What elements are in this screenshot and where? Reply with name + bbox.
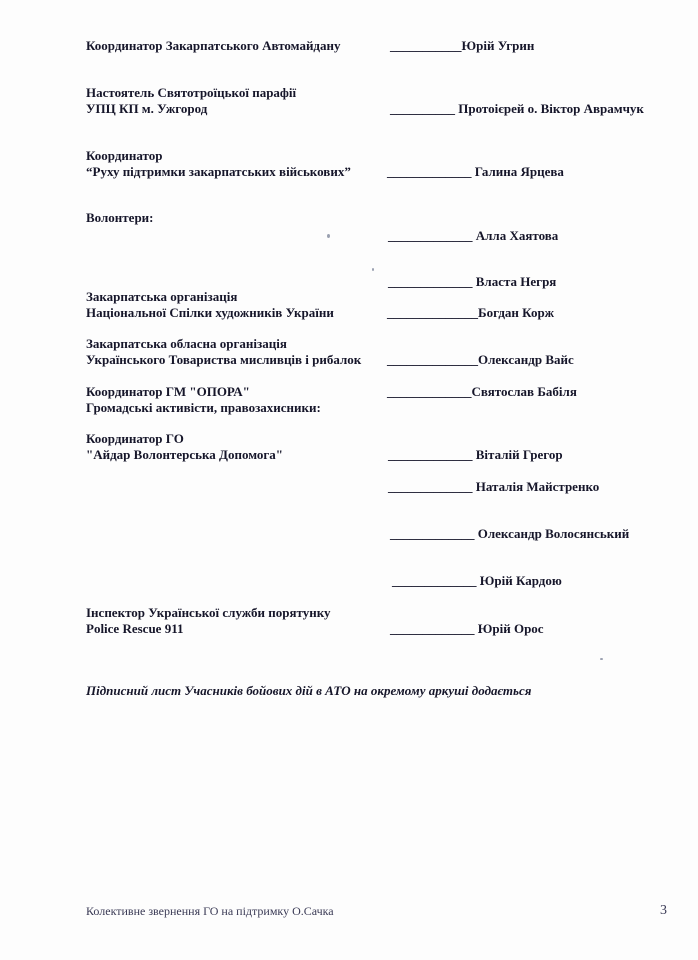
org-title-artists-union: Закарпатська організація: [86, 289, 238, 304]
signature-line-yurii-kardoiu: _____________ Юрій Кардою: [392, 573, 562, 588]
page-number: 3: [660, 903, 667, 918]
org-title-opora-line2: Громадські активісти, правозахисники:: [86, 400, 321, 415]
scan-speck: [600, 658, 603, 660]
signature-line-yurii-uhryn: ___________Юрій Угрин: [390, 38, 535, 53]
attachment-note: Підписний лист Учасників бойових дій в АТО на окремому аркуші додається: [86, 683, 532, 698]
footer-text: Колективне звернення ГО на підтримку О.Сачка: [86, 904, 334, 918]
signature-line-bohdan-korzh: ______________Богдан Корж: [387, 305, 555, 320]
signature-line-oleksandr-vais: ______________Олександр Вайс: [387, 352, 574, 367]
org-title-parish: Настоятель Святотроїцької парафії: [86, 85, 297, 100]
org-title-rescue-service: Інспектор Української служби порятунку: [86, 605, 331, 620]
scan-speck: [372, 268, 374, 271]
org-title-parish-line2: УПЦ КП м. Ужгород: [86, 101, 208, 116]
org-title-rescue-service-line2: Police Rescue 911: [86, 621, 184, 636]
org-title-automaidan: Координатор Закарпатського Автомайдану: [86, 38, 341, 53]
org-title-aidar: Координатор ГО: [86, 431, 184, 446]
org-title-military-support-line2: “Руху підтримки закарпатських військових”: [86, 164, 351, 179]
org-title-opora: Координатор ГМ "ОПОРА": [86, 384, 250, 399]
org-title-artists-union-line2: Національної Спілки художників України: [86, 305, 334, 320]
signature-line-oleksandr-volosianskyi: _____________ Олександр Волосянський: [390, 526, 630, 541]
scan-speck: [327, 234, 330, 238]
signature-line-alla-khaiatova: _____________ Алла Хаятова: [388, 228, 559, 243]
signature-line-nataliia-maistrenko: _____________ Наталія Майстренко: [388, 479, 600, 494]
org-title-aidar-line2: "Айдар Волонтерська Допомога": [86, 447, 283, 462]
signature-line-halyna-yartseva: _____________ Галина Ярцева: [387, 164, 564, 179]
signature-line-yurii-oros: _____________ Юрій Орос: [390, 621, 544, 636]
volunteers-heading: Волонтери:: [86, 210, 154, 225]
signature-line-sviatoslav-babilia: _____________Святослав Бабіля: [387, 384, 577, 399]
signature-line-viktor-avramchuk: __________ Протоієрей о. Віктор Аврамчук: [390, 101, 644, 116]
org-title-hunters-society-line2: Українського Товариства мисливців і рибалок: [86, 352, 362, 367]
signature-line-vlasta-nehria: _____________ Власта Негря: [388, 274, 557, 289]
signature-line-vitalii-hrehor: _____________ Віталій Грегор: [388, 447, 563, 462]
org-title-military-support: Координатор: [86, 148, 163, 163]
org-title-hunters-society: Закарпатська обласна організація: [86, 336, 287, 351]
